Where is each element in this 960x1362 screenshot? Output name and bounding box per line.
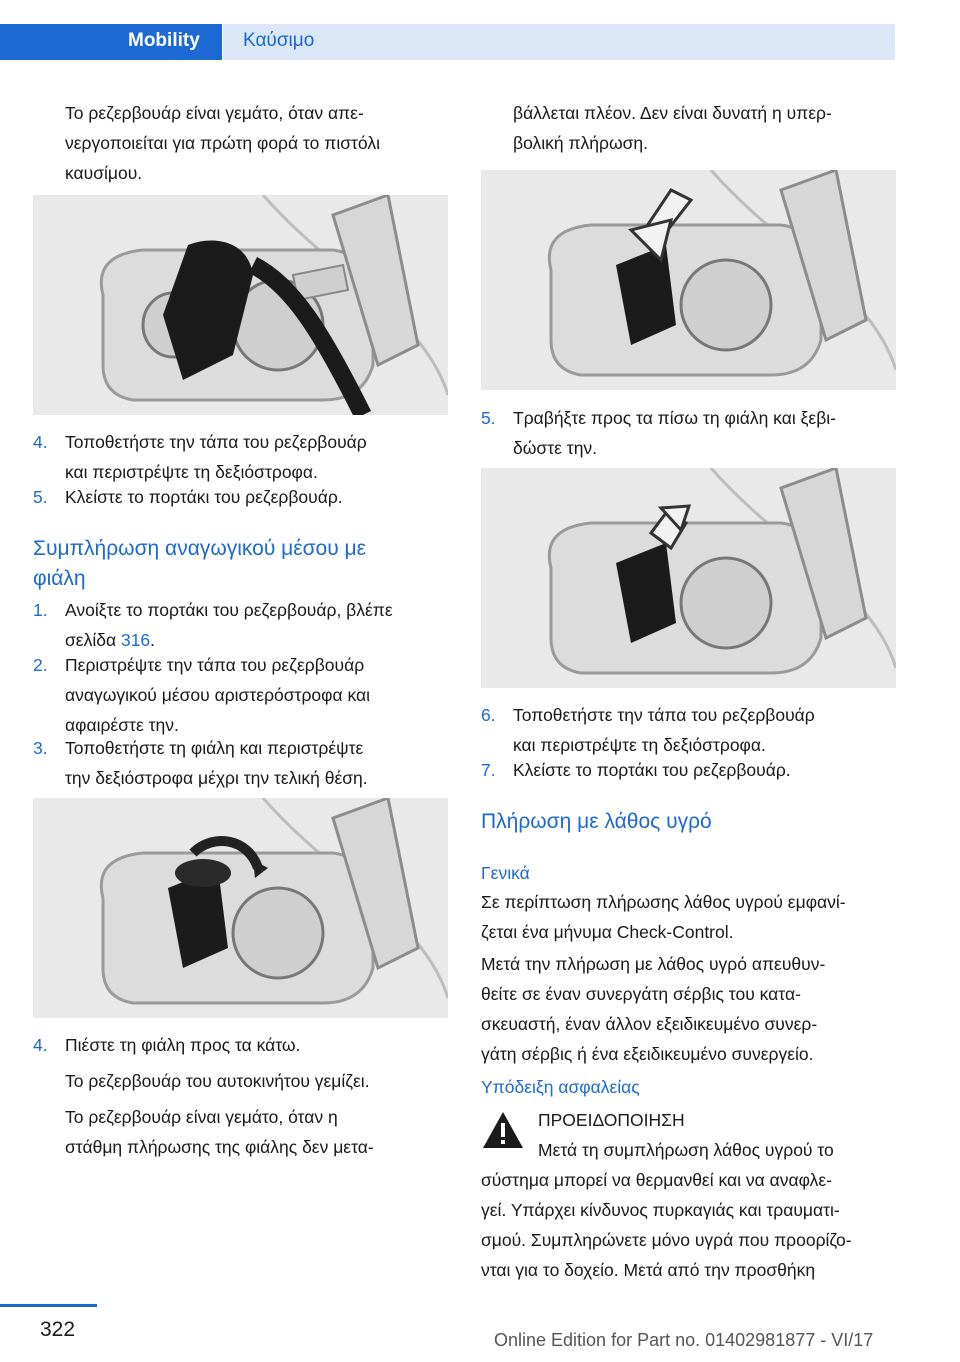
warning-text: γεί. Υπάρχει κίνδυνος πυρκαγιάς και τραυματι- bbox=[481, 1200, 840, 1220]
text-line: ζεται ένα μήνυμα Check-Control. bbox=[481, 922, 734, 942]
page-number: 322 bbox=[40, 1318, 76, 1341]
text-line: καυσίμου. bbox=[65, 163, 143, 183]
step-number: 5. bbox=[33, 487, 48, 507]
text-line: γάτη σέρβις ή ένα εξειδικευμένο συνεργείο. bbox=[481, 1044, 814, 1064]
header-tab-mobility-label: Mobility bbox=[128, 30, 200, 51]
header-tab-fuel[interactable] bbox=[223, 24, 895, 60]
header-tab-mobility[interactable] bbox=[0, 24, 222, 60]
subheading-general: Γενικά bbox=[481, 863, 530, 883]
step-text: Το ρεζερβουάρ του αυτοκινήτου γεμίζει. bbox=[65, 1071, 370, 1091]
footer-edition: Online Edition for Part no. 01402981877 - VI/17 bbox=[494, 1330, 874, 1350]
continued-paragraph bbox=[513, 98, 913, 158]
step-text: και περιστρέψτε τη δεξιόστροφα. bbox=[513, 735, 766, 755]
section-heading-bottle bbox=[33, 534, 453, 594]
text-line: βολική πλήρωση. bbox=[513, 133, 649, 153]
warning-text: σύστημα μπορεί να θερμανθεί και να αναφλε- bbox=[481, 1170, 832, 1190]
step-text: Πιέστε τη φιάλη προς τα κάτω. bbox=[65, 1035, 301, 1055]
step-text: Τοποθετήστε την τάπα του ρεζερβουάρ bbox=[513, 705, 815, 725]
step-text: την δεξιόστροφα μέχρι την τελική θέση. bbox=[65, 768, 368, 788]
text-line: νεργοποιείται για πρώτη φορά το πιστόλι bbox=[65, 133, 380, 153]
step-text: Το ρεζερβουάρ είναι γεμάτο, όταν η bbox=[65, 1107, 338, 1127]
warning-icon bbox=[481, 1110, 525, 1150]
warning-paragraph bbox=[481, 1165, 901, 1285]
text-line: Σε περίπτωση πλήρωσης λάθος υγρού εμφανί- bbox=[481, 892, 846, 912]
warning-head bbox=[538, 1105, 898, 1165]
step-text: Τραβήξτε προς τα πίσω τη φιάλη και ξεβι- bbox=[513, 408, 836, 428]
fuel-nozzle-illustration bbox=[33, 195, 448, 415]
step-text: σελίδα bbox=[65, 630, 121, 650]
bottle-remove-illustration bbox=[481, 468, 896, 688]
heading-line: Συμπλήρωση αναγωγικού μέσου με bbox=[33, 537, 367, 560]
step-text: Ανοίξτε το πορτάκι του ρεζερβουάρ, βλέπε bbox=[65, 600, 393, 620]
intro-paragraph bbox=[65, 98, 473, 188]
step-text: . bbox=[150, 630, 156, 650]
heading-line: φιάλη bbox=[33, 567, 86, 590]
section-heading-wrong-fluid: Πλήρωση με λάθος υγρό bbox=[481, 810, 712, 833]
step-text: Περιστρέψτε την τάπα του ρεζερβουάρ bbox=[65, 655, 365, 675]
bottle-turn-illustration bbox=[33, 798, 448, 1018]
bottle-insert-illustration bbox=[481, 170, 896, 390]
step-text: Κλείστε το πορτάκι του ρεζερβουάρ. bbox=[65, 487, 343, 507]
header-tab-fuel-label: Καύσιμο bbox=[243, 30, 315, 51]
step-text: αναγωγικού μέσου αριστερόστροφα και bbox=[65, 685, 371, 705]
text-line: θείτε σε έναν συνεργάτη σέρβις του κατα- bbox=[481, 984, 801, 1004]
step-number: 2. bbox=[33, 655, 48, 675]
step-number: 4. bbox=[33, 432, 48, 452]
step-number: 1. bbox=[33, 600, 48, 620]
warning-text: νται για το δοχείο. Μετά από την προσθήκη bbox=[481, 1260, 816, 1280]
step-number: 6. bbox=[481, 705, 496, 725]
step-number: 7. bbox=[481, 760, 496, 780]
footer-rule bbox=[0, 1304, 97, 1307]
warning-text: σμού. Συμπληρώνετε μόνο υγρά που προορίζο- bbox=[481, 1230, 852, 1250]
text-line: σκευαστή, έναν άλλον εξειδικευμένο συνερ- bbox=[481, 1014, 818, 1034]
step-number: 3. bbox=[33, 738, 48, 758]
step-number: 4. bbox=[33, 1035, 48, 1055]
general-paragraph bbox=[481, 887, 901, 947]
step-number: 5. bbox=[481, 408, 496, 428]
step-text: δώστε την. bbox=[513, 438, 598, 458]
text-line: βάλλεται πλέον. Δεν είναι δυνατή η υπερ- bbox=[513, 103, 832, 123]
warning-title: ΠΡΟΕΙΔΟΠΟΙΗΣΗ bbox=[538, 1110, 685, 1130]
step-text: Τοποθετήστε την τάπα του ρεζερβουάρ bbox=[65, 432, 367, 452]
step-text: στάθμη πλήρωσης της φιάλης δεν μετα- bbox=[65, 1137, 374, 1157]
text-line: Μετά την πλήρωση με λάθος υγρό απευθυν- bbox=[481, 954, 826, 974]
page-link[interactable]: 316 bbox=[120, 630, 151, 650]
step-text: Τοποθετήστε τη φιάλη και περιστρέψτε bbox=[65, 738, 364, 758]
general-paragraph-2 bbox=[481, 949, 901, 1069]
step-text: και περιστρέψτε τη δεξιόστροφα. bbox=[65, 462, 318, 482]
subheading-safety: Υπόδειξη ασφαλείας bbox=[481, 1077, 640, 1097]
text-line: Το ρεζερβουάρ είναι γεμάτο, όταν απε- bbox=[65, 103, 364, 123]
step-text: Κλείστε το πορτάκι του ρεζερβουάρ. bbox=[513, 760, 791, 780]
warning-text: Μετά τη συμπλήρωση λάθος υγρού το bbox=[538, 1140, 834, 1160]
step-text: αφαιρέστε την. bbox=[65, 715, 179, 735]
